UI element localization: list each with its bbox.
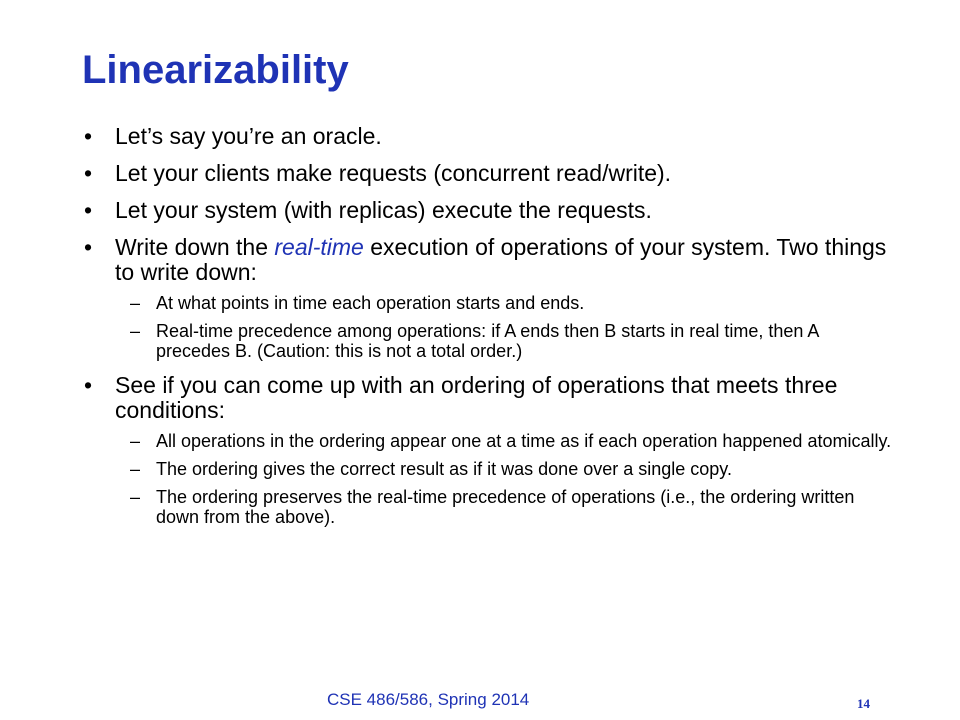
sub-bullet-marker: – bbox=[130, 459, 141, 479]
bullet-text: Let your clients make requests (concurrent read/write). bbox=[115, 160, 672, 186]
sub-bullet-item bbox=[115, 431, 892, 451]
sub-bullet-item bbox=[115, 293, 892, 313]
sub-bullet-list bbox=[115, 431, 892, 527]
sub-bullet-text: All operations in the ordering appear one at a time as if each operation happened atomically. bbox=[156, 431, 892, 451]
bullet-marker: • bbox=[84, 372, 93, 398]
bullet-marker: • bbox=[84, 234, 93, 260]
sub-bullet-text: The ordering preserves the real-time precedence of operations (i.e., the ordering written down from the above). bbox=[156, 487, 855, 527]
sub-bullet-text: The ordering gives the correct result as if it was done over a single copy. bbox=[156, 459, 732, 479]
bullet-item bbox=[82, 124, 892, 149]
bullet-marker: • bbox=[84, 197, 93, 223]
slide-footer: CSE 486/586, Spring 2014 bbox=[327, 690, 530, 709]
bullet-text-end: execution of operations of your system. Two things to write down: bbox=[115, 234, 887, 285]
sub-bullet-marker: – bbox=[130, 293, 141, 313]
bullet-item bbox=[82, 198, 892, 223]
bullet-marker: • bbox=[84, 123, 93, 149]
sub-bullet-item bbox=[115, 487, 892, 527]
bullet-text: See if you can come up with an ordering of operations that meets three conditions: bbox=[115, 372, 838, 423]
page-number: 14 bbox=[857, 696, 870, 711]
sub-bullet-text: Real-time precedence among operations: if A ends then B starts in real time, then A precedes B. (Caution: this is not a total order.) bbox=[156, 321, 819, 361]
bullet-item bbox=[82, 235, 892, 361]
sub-bullet-item bbox=[115, 459, 892, 479]
bullet-text bbox=[115, 235, 892, 285]
bullet-text: Let your system (with replicas) execute the requests. bbox=[115, 197, 652, 223]
bullet-text-start: Write down the bbox=[115, 234, 275, 260]
sub-bullet-text: At what points in time each operation starts and ends. bbox=[156, 293, 585, 313]
sub-bullet-item bbox=[115, 321, 892, 361]
bullet-marker: • bbox=[84, 160, 93, 186]
sub-bullet-marker: – bbox=[130, 321, 141, 341]
bullet-item bbox=[82, 161, 892, 186]
bullet-item bbox=[82, 373, 892, 527]
emphasized-term: real-time bbox=[274, 234, 364, 260]
sub-bullet-marker: – bbox=[130, 487, 141, 507]
sub-bullet-list bbox=[115, 293, 892, 361]
bullet-list bbox=[82, 124, 892, 539]
bullet-text: Let’s say you’re an oracle. bbox=[115, 123, 382, 149]
sub-bullet-marker: – bbox=[130, 431, 141, 451]
slide-title: Linearizability bbox=[82, 48, 349, 92]
